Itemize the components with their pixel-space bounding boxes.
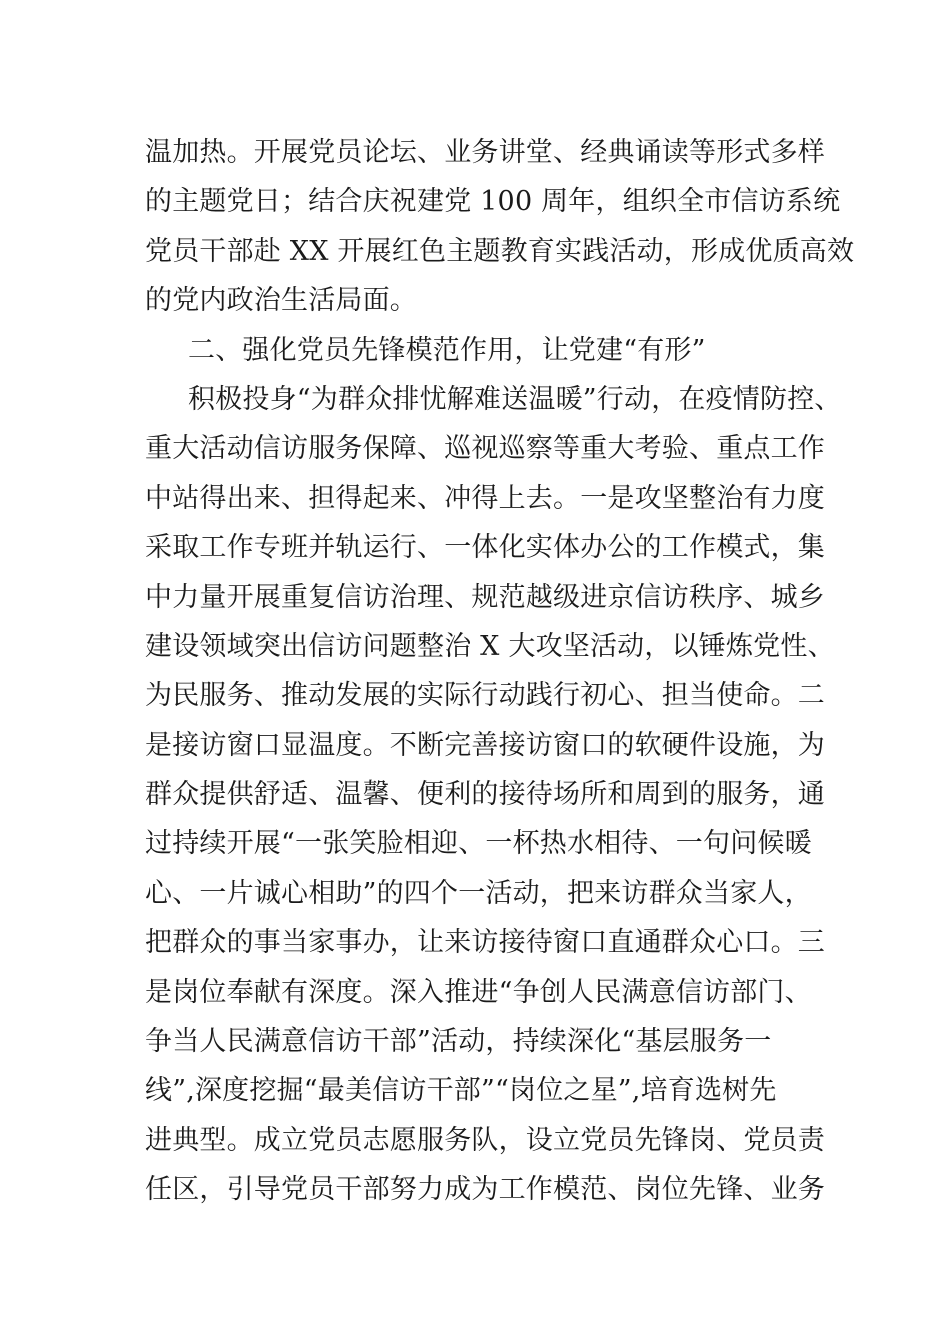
paragraph-line-8: 中站得出来、担得起来、冲得上去。一是攻坚整治有力度 (145, 482, 825, 514)
paragraph-line-10: 中力量开展重复信访治理、规范越级进京信访秩序、城乡 (145, 581, 825, 613)
paragraph-line-1: 温加热。开展党员论坛、业务讲堂、经典诵读等形式多样 (145, 137, 825, 168)
paragraph-line-7: 重大活动信访服务保障、巡视巡察等重大考验、重点工作 (145, 433, 825, 465)
paragraph-line-16: 心、一片诚心相助”的四个一活动，把来访群众当家人， (145, 877, 812, 909)
paragraph-line-11: 建设领域突出信访问题整治 X 大攻坚活动，以锤炼党性、 (145, 630, 835, 662)
paragraph-line-22: 任区，引导党员干部努力成为工作模范、岗位先锋、业务 (145, 1174, 825, 1206)
paragraph-line-19: 争当人民满意信访干部”活动，持续深化“基层服务一 (145, 1026, 772, 1058)
paragraph-line-4: 的党内政治生活局面。 (145, 285, 417, 317)
paragraph-line-13: 是接访窗口显温度。不断完善接访窗口的软硬件设施，为 (145, 729, 825, 761)
paragraph-line-20: 线”,深度挖掘“最美信访干部”“岗位之星”,培育选树先 (145, 1075, 777, 1107)
paragraph-line-3: 党员干部赴 XX 开展红色主题教育实践活动，形成优质高效 (145, 235, 855, 267)
paragraph-line-12: 为民服务、推动发展的实际行动践行初心、担当使命。二 (145, 680, 825, 712)
paragraph-line-17: 把群众的事当家事办，让来访接待窗口直通群众心口。三 (145, 927, 825, 959)
paragraph-line-9: 采取工作专班并轨运行、一体化实体办公的工作模式，集 (145, 532, 825, 564)
paragraph-line-18: 是岗位奉献有深度。深入推进“争创人民满意信访部门、 (145, 976, 812, 1008)
paragraph-line-15: 过持续开展“一张笑脸相迎、一杯热水相待、一句问候暖 (145, 828, 812, 860)
paragraph-line-6: 积极投身“为群众排忧解难送温暖”行动，在疫情防控、 (188, 383, 842, 415)
section-heading: 二、强化党员先锋模范作用，让党建“有形” (188, 334, 706, 366)
paragraph-line-14: 群众提供舒适、温馨、便利的接待场所和周到的服务，通 (145, 779, 825, 811)
document-body (145, 128, 855, 1215)
paragraph-line-2: 的主题党日；结合庆祝建党 100 周年，组织全市信访系统 (145, 186, 841, 218)
paragraph-line-21: 进典型。成立党员志愿服务队，设立党员先锋岗、党员责 (145, 1124, 825, 1156)
